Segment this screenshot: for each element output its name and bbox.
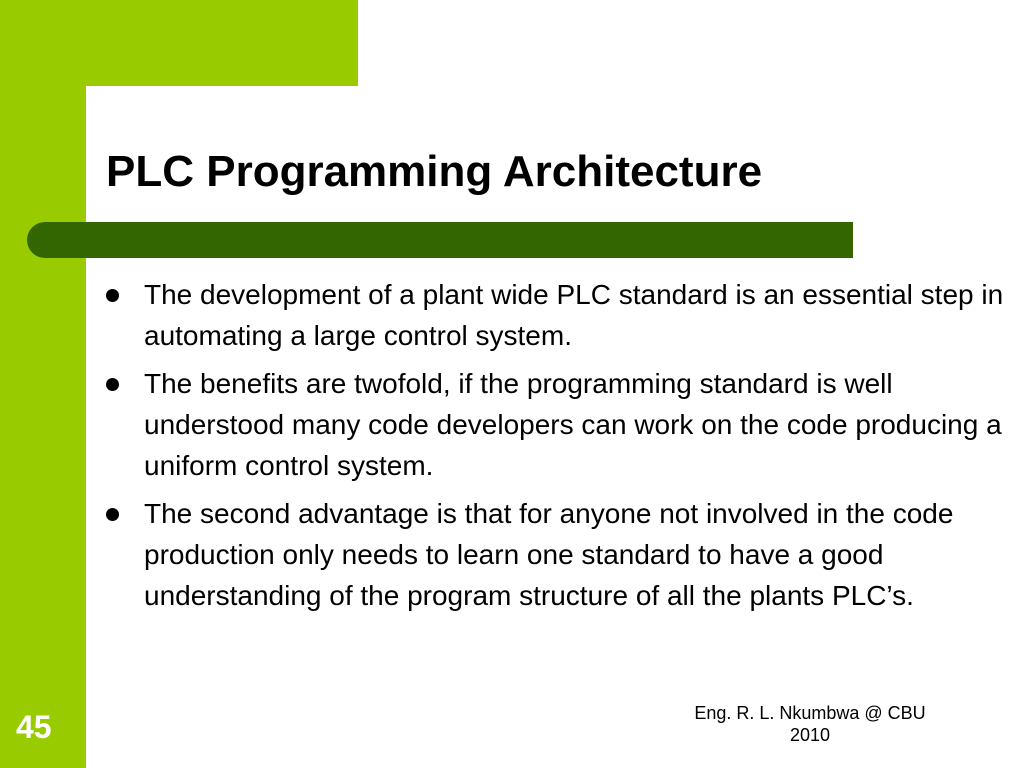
green-top-block xyxy=(0,0,358,86)
bullet-icon xyxy=(106,289,119,302)
bullet-item xyxy=(106,274,1018,356)
bullet-text: The development of a plant wide PLC standard is an essential step in automating a large control system. xyxy=(144,279,1004,351)
bullet-text: The second advantage is that for anyone not involved in the code production only needs to learn one standard to have a good understanding of the program structure of all the plants PLC’s. xyxy=(144,498,954,611)
bullet-item xyxy=(106,363,1018,486)
bullet-item xyxy=(106,493,1018,616)
title-underline-bar xyxy=(27,222,853,258)
bullet-text: The benefits are twofold, if the programming standard is well understood many code developers can work on the code producing a uniform control system. xyxy=(144,368,1002,481)
bullet-icon xyxy=(106,378,119,391)
footer-credit xyxy=(660,702,960,746)
slide-number: 45 xyxy=(16,709,52,745)
bullet-list xyxy=(106,274,1018,623)
footer-year: 2010 xyxy=(789,725,831,745)
slide-title: PLC Programming Architecture xyxy=(106,147,763,196)
footer-author: Eng. R. L. Nkumbwa @ CBU xyxy=(694,703,926,723)
green-side-strip xyxy=(0,0,86,768)
bullet-icon xyxy=(106,508,119,521)
